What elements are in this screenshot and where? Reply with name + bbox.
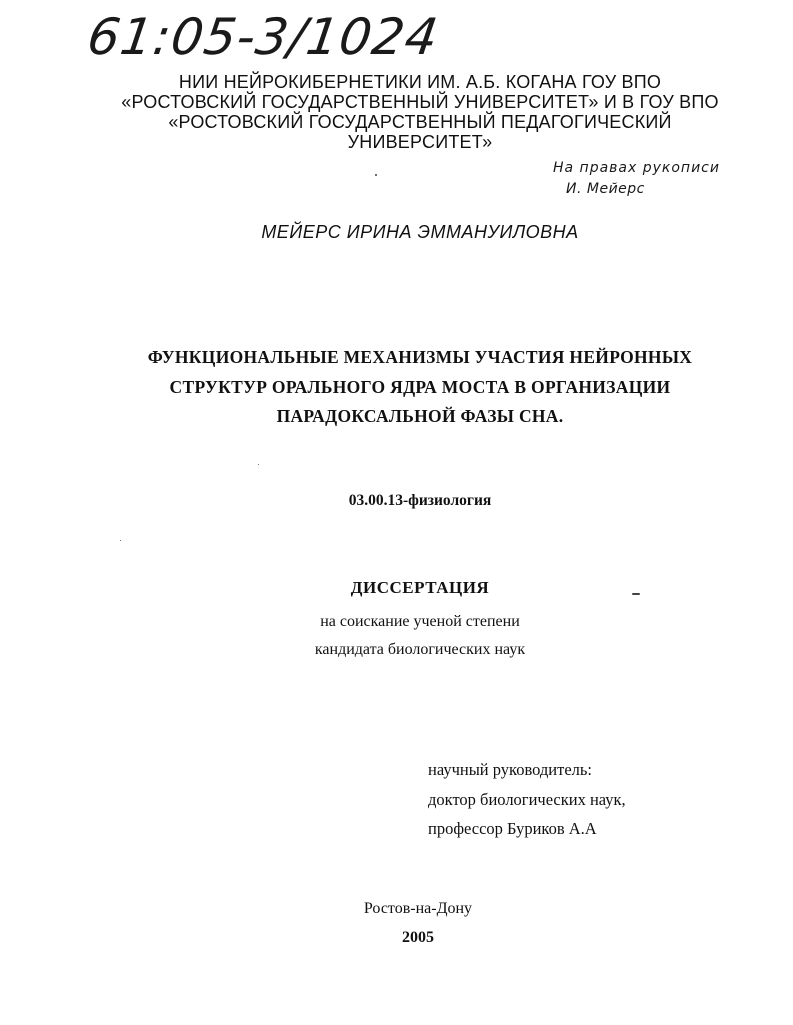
dissertation-title — [120, 343, 720, 432]
author-signature-note: И. Мейерс — [566, 181, 645, 197]
degree-line: на соискание ученой степени — [320, 613, 520, 630]
institution-line: «РОСТОВСКИЙ ГОСУДАРСТВЕННЫЙ ПЕДАГОГИЧЕСКИЙ — [168, 112, 672, 132]
author-name: МЕЙЕРС ИРИНА ЭММАНУИЛОВНА — [261, 222, 579, 242]
year: 2005 — [402, 929, 434, 946]
institution-block — [100, 72, 740, 152]
scan-speck — [632, 593, 640, 595]
supervisor-block — [428, 755, 626, 844]
degree-line: кандидата биологических наук — [314, 641, 526, 658]
specialty-code: 03.00.13-физиология — [348, 492, 492, 509]
institution-line: НИИ НЕЙРОКИБЕРНЕТИКИ ИМ. А.Б. КОГАНА ГОУ ВПО — [178, 72, 662, 92]
archive-code-handwritten: 61:05-3/1024 — [83, 8, 443, 66]
institution-line: УНИВЕРСИТЕТ» — [347, 132, 493, 152]
document-type: ДИССЕРТАЦИЯ — [350, 578, 490, 597]
supervisor-degree: доктор биологических наук, — [428, 789, 626, 809]
manuscript-note: На правах рукописи — [553, 160, 720, 176]
title-line: ФУНКЦИОНАЛЬНЫЕ МЕХАНИЗМЫ УЧАСТИЯ НЕЙРОННЫХ — [147, 347, 693, 367]
scan-speck — [258, 464, 259, 465]
title-line: СТРУКТУР ОРАЛЬНОГО ЯДРА МОСТА В ОРГАНИЗАЦИИ — [169, 376, 671, 397]
institution-line: «РОСТОВСКИЙ ГОСУДАРСТВЕННЫЙ УНИВЕРСИТЕТ» И В ГОУ ВПО — [121, 92, 719, 112]
supervisor-label: научный руководитель: — [428, 760, 593, 779]
city: Ростов-на-Дону — [363, 900, 473, 917]
degree-block — [0, 608, 793, 664]
scan-speck — [375, 174, 377, 176]
title-line: ПАРАДОКСАЛЬНОЙ ФАЗЫ СНА. — [276, 406, 564, 426]
supervisor-name: профессор Буриков А.А — [428, 819, 597, 838]
scan-speck — [120, 540, 121, 541]
